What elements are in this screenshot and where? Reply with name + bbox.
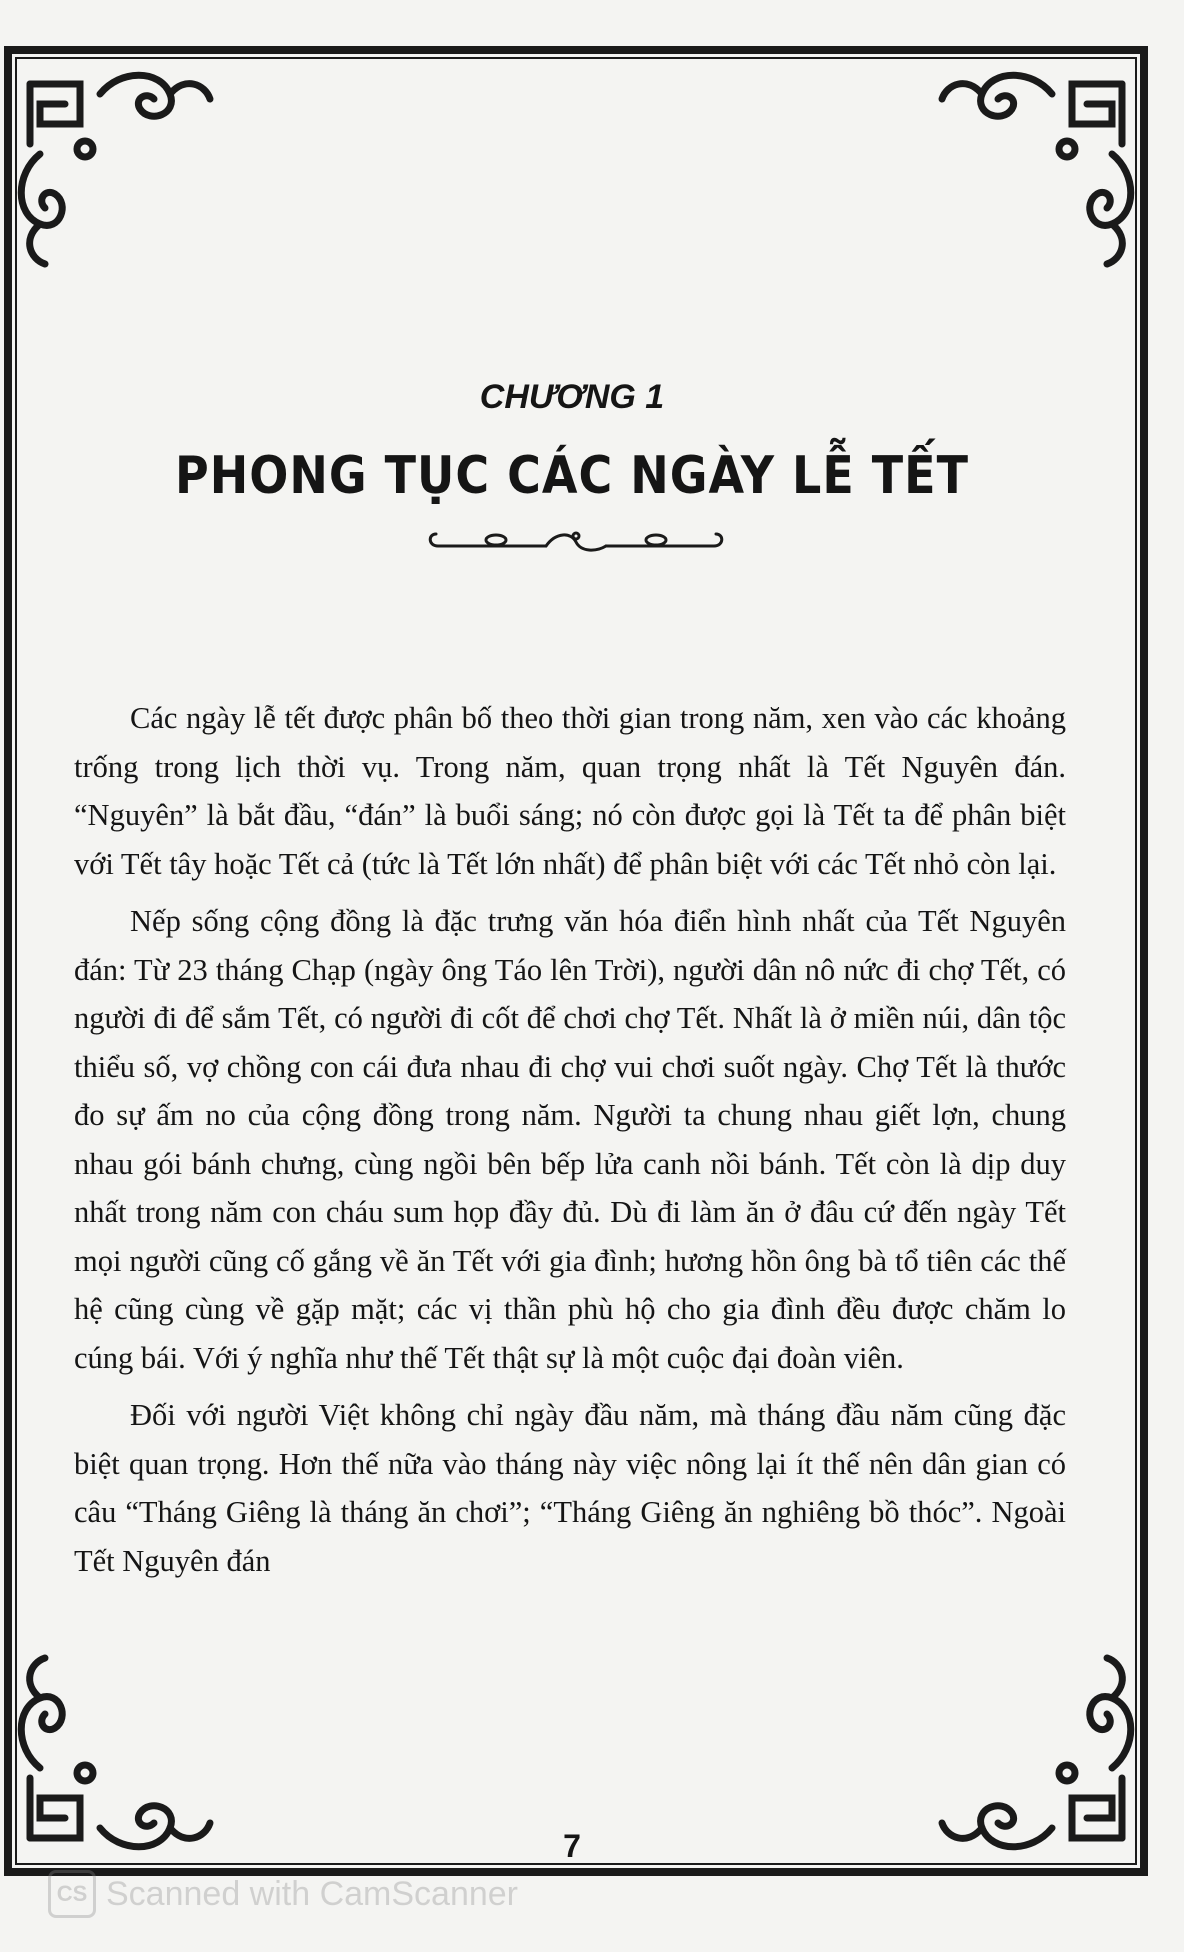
- chapter-label: CHƯƠNG 1: [479, 378, 665, 416]
- page-number: 7: [563, 1828, 581, 1864]
- watermark-text: Scanned with CamScanner: [106, 1874, 519, 1913]
- paragraph-1: Các ngày lễ tết được phân bố theo thời gian trong năm, xen vào các khoảng trống trong lịch thời vụ. Trong năm, quan trọng nhất là Tết Nguyên đán. “Nguyên” là bắt đầu, “đán” là buổi sáng; nó còn được gọi là Tết ta để phân biệt với Tết tây hoặc Tết cả (tức là Tết lớn nhất) để phân biệt với các Tết nhỏ còn lại.: [74, 701, 1066, 881]
- corner-ornament-top-left: [10, 54, 230, 274]
- chapter-title: PHONG TỤC CÁC NGÀY LỄ TẾT: [175, 444, 969, 506]
- corner-ornament-top-right: [922, 54, 1142, 274]
- scanner-watermark: [48, 1870, 518, 1918]
- title-flourish-divider: [426, 522, 726, 556]
- camscanner-logo-icon: CS: [48, 1870, 96, 1918]
- paragraph-3: Đối với người Việt không chỉ ngày đầu năm, mà tháng đầu năm cũng đặc biệt quan trọng. Hơn thế nữa vào tháng này việc nông lại ít thế nên dân gian có câu “Tháng Giêng là tháng ăn chơi”; “Tháng Giêng ăn nghiêng bồ thóc”. Ngoài Tết Nguyên đán: [74, 1398, 1066, 1578]
- body-text: [74, 694, 1066, 1594]
- paragraph-2: Nếp sống cộng đồng là đặc trưng văn hóa điển hình nhất của Tết Nguyên đán: Từ 23 tháng Chạp (ngày ông Táo lên Trời), người dân nô nức đi chợ Tết, có người đi để sắm Tết, có người đi cốt để chơi chợ Tết. Nhất là ở miền núi, dân tộc thiểu số, vợ chồng con cái đưa nhau đi chợ vui chơi suốt ngày. Chợ Tết là thước đo sự ấm no của cộng đồng trong năm. Người ta chung nhau giết lợn, chung nhau gói bánh chưng, cùng ngồi bên bếp lửa canh nồi bánh. Tết còn là dịp duy nhất trong năm con cháu sum họp đầy đủ. Dù đi làm ăn ở đâu cứ đến ngày Tết mọi người cũng cố gắng về ăn Tết với gia đình; hương hồn ông bà tổ tiên các thế hệ cũng cùng về gặp mặt; các vị thần phù hộ cho gia đình đều được chăm lo cúng bái. Với ý nghĩa như thế Tết thật sự là một cuộc đại đoàn viên.: [74, 904, 1066, 1375]
